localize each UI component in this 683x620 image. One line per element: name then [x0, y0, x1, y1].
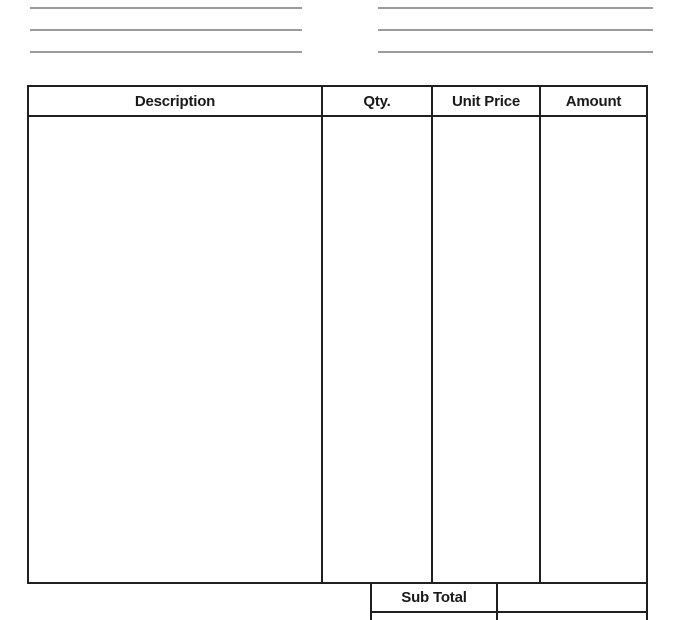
column-header-unit-price: Unit Price	[433, 87, 541, 115]
fill-line[interactable]	[378, 51, 653, 53]
next-total-value-cell	[498, 613, 646, 620]
fill-line[interactable]	[378, 29, 653, 31]
column-header-description: Description	[29, 87, 323, 115]
next-total-label-cell	[372, 613, 498, 620]
qty-column-cell[interactable]	[323, 117, 433, 582]
description-column-cell[interactable]	[29, 117, 323, 582]
totals-section	[370, 584, 648, 620]
fill-line[interactable]	[30, 7, 302, 9]
subtotal-label: Sub Total	[372, 584, 498, 611]
subtotal-row	[370, 584, 648, 613]
column-header-qty: Qty.	[323, 87, 433, 115]
table-header-row	[29, 87, 646, 117]
column-header-amount: Amount	[565, 92, 622, 110]
header-left-fill-lines	[30, 7, 302, 55]
amount-column-cell[interactable]	[541, 117, 646, 582]
table-body	[29, 117, 646, 582]
fill-line[interactable]	[30, 51, 302, 53]
line-items-table	[27, 85, 648, 584]
fill-line[interactable]	[378, 7, 653, 9]
subtotal-value-cell[interactable]	[498, 584, 646, 611]
header-right-fill-lines	[378, 7, 653, 55]
unit-price-column-cell[interactable]	[433, 117, 541, 582]
fill-line[interactable]	[30, 29, 302, 31]
next-total-row-partial	[370, 613, 648, 620]
